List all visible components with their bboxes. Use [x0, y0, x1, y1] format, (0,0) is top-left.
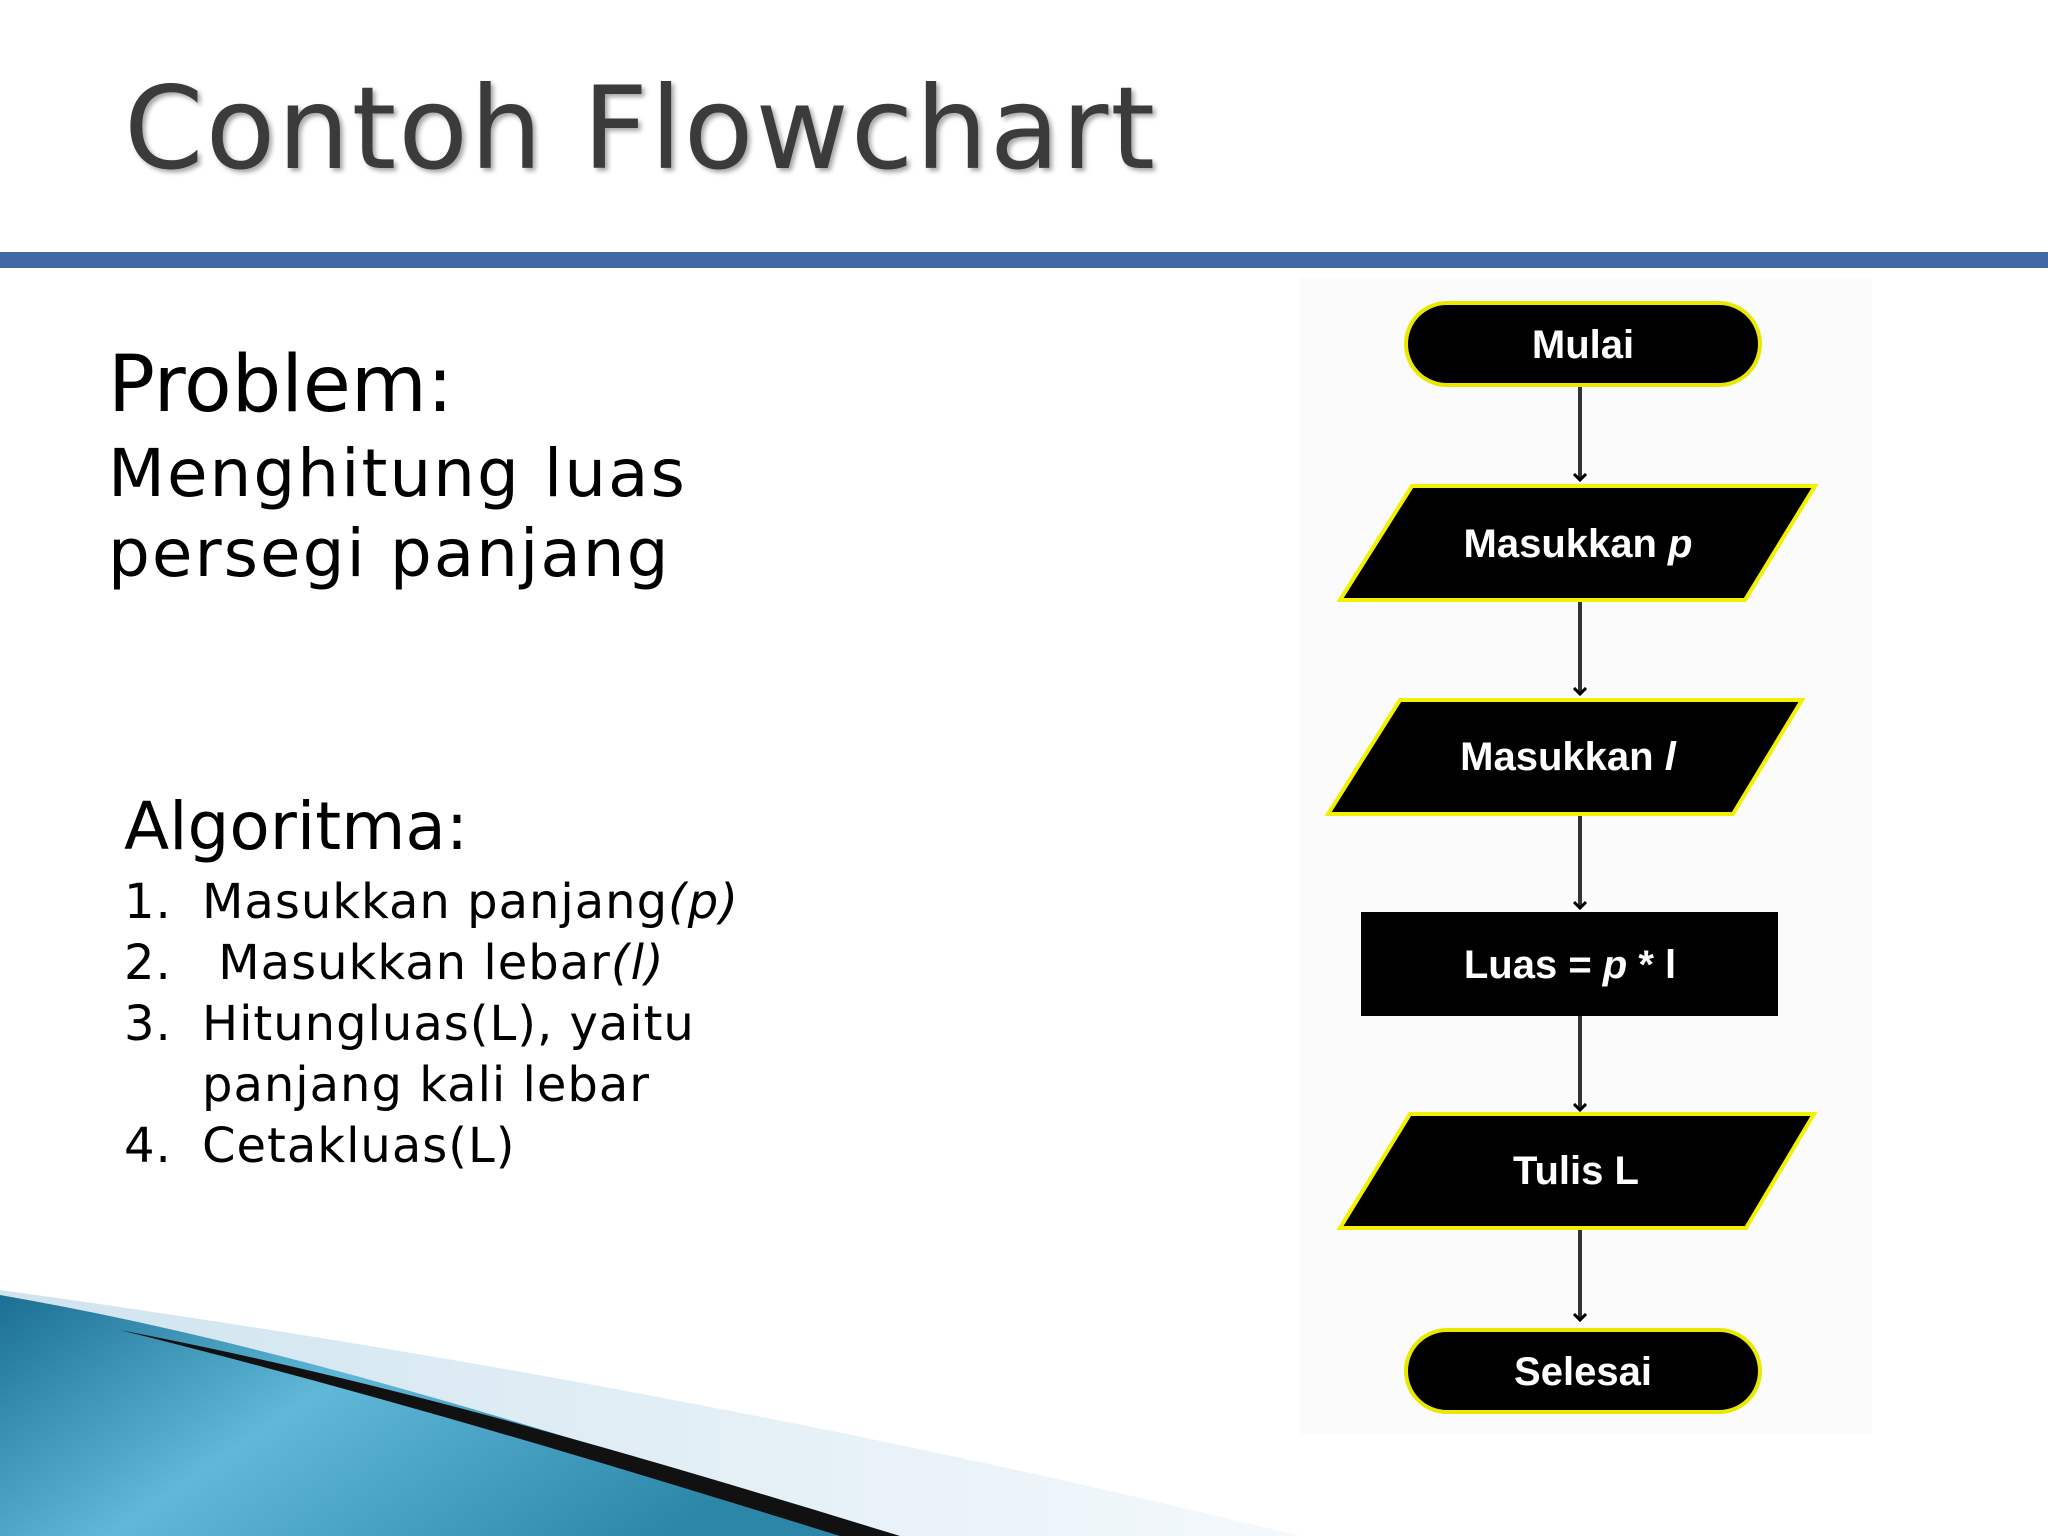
node-variable: p [1602, 943, 1628, 987]
node-label: Selesai [1514, 1350, 1652, 1394]
step-label: Hitungluas(L), yaitu panjang kali lebar [202, 996, 695, 1113]
problem-heading: Problem: [108, 340, 454, 430]
step-variable: (p) [668, 874, 739, 930]
flowchart-node-input-p [1340, 486, 1815, 600]
step-number: 1. [124, 874, 172, 930]
node-label [1464, 943, 1676, 987]
problem-description: Menghitung luas persegi panjang [108, 435, 687, 592]
flowchart-node-output [1340, 1114, 1814, 1228]
node-text: Masukkan [1463, 522, 1669, 566]
step-label: Cetakluas(L) [202, 1118, 516, 1174]
step-label: Masukkan lebar [202, 935, 611, 991]
node-label [1464, 522, 1693, 566]
node-text-tail: * l [1627, 943, 1677, 987]
step-number: 2. [124, 935, 172, 991]
flowchart-node-end [1406, 1330, 1760, 1412]
node-text: Masukkan [1460, 735, 1665, 779]
node-label: Mulai [1531, 323, 1635, 367]
node-label [1460, 735, 1677, 779]
step-number: 3. [124, 996, 172, 1052]
flowchart-node-start [1406, 303, 1760, 385]
node-text: Luas = [1463, 943, 1603, 987]
node-variable: l [1664, 735, 1676, 779]
step-label: Masukkan panjang [202, 874, 669, 930]
algorithm-heading: Algoritma: [124, 788, 469, 865]
node-variable: p [1668, 522, 1693, 566]
flowchart-node-input-l [1328, 700, 1802, 814]
flowchart-node-process [1361, 912, 1778, 1016]
node-label: Tulis L [1513, 1149, 1639, 1193]
step-number: 4. [124, 1118, 172, 1174]
slide-title: Contoh Flowchart [124, 62, 1158, 195]
step-variable: (l) [610, 935, 665, 991]
flowchart-background [1300, 278, 1872, 1434]
